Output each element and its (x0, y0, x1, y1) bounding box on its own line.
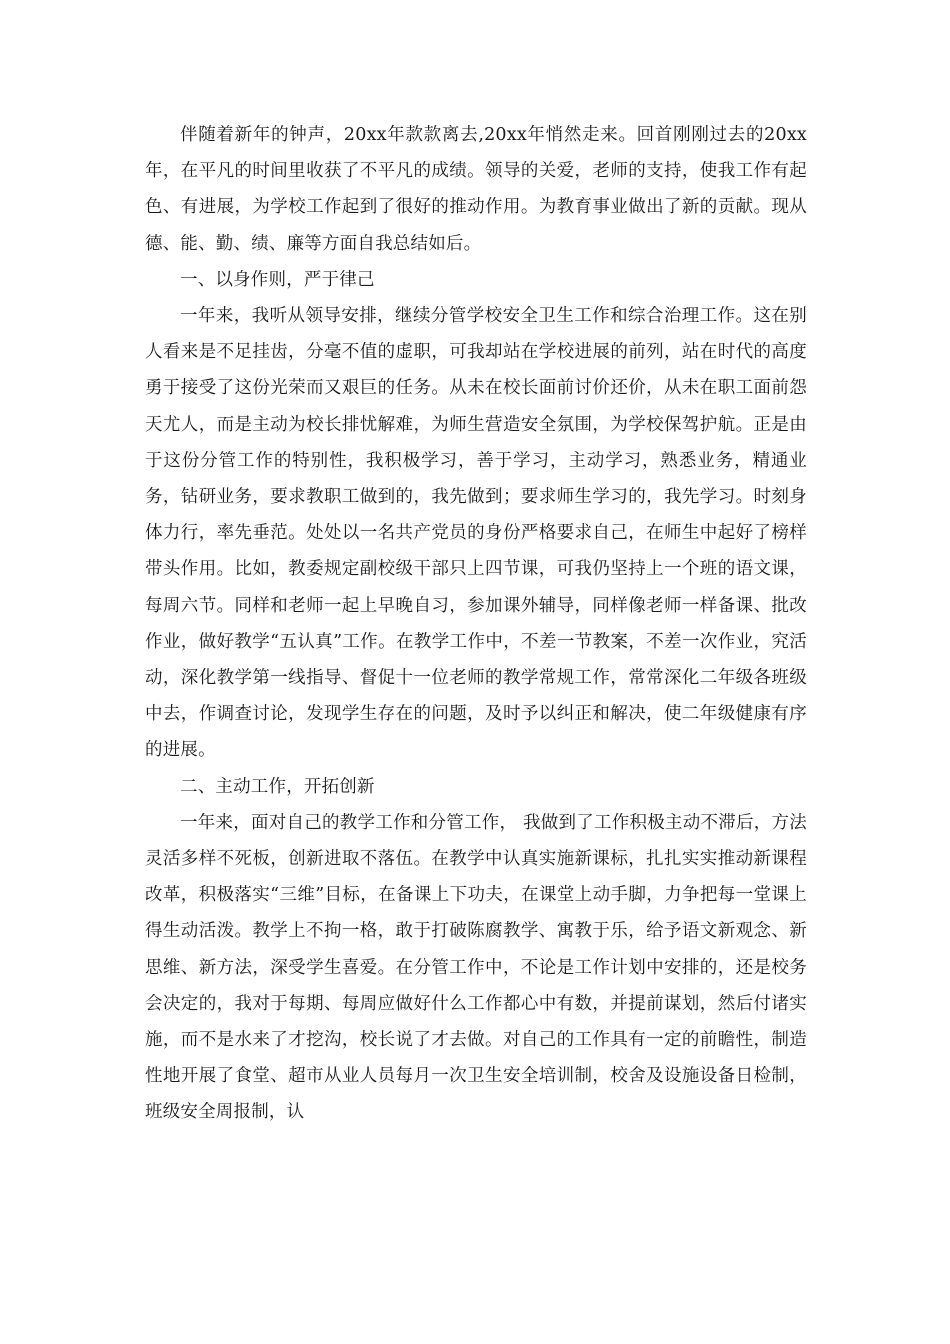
section-heading-2: 二、主动工作，开拓创新 (180, 776, 375, 797)
section-2-paragraph: 一年来，面对自己的教学工作和分管工作， 我做到了工作积极主动不滞后，方法灵活多样不死板，创新进取不落伍。在教学中认真实施新课标，扎扎实实推动新课程改革，积极落实“三维”目标，在备课上下功夫，在课堂上动手脚，力争把每一堂课上得生动活泼。教学上不拘一格，敢于打破陈腐教学、寓教于乐，给予语文新观念、新思维、新方法，深受学生喜爱。在分管工作中，不论是工作计划中安排的，还是校务会决定的，我对于每期、每周应做好什么工作都心中有数，并提前谋划，然后付诸实施，而不是水来了才挖沟，校长说了才去做。对自己的工作具有一定的前瞻性，制造性地开展了食堂、超市从业人员每月一次卫生安全培训制，校舍及设施设备日检制，班级安全周报制，认 (145, 812, 807, 1123)
section-1-paragraph: 一年来，我听从领导安排，继续分管学校安全卫生工作和综合治理工作。这在别人看来是不足挂齿，分毫不值的虚职，可我却站在学校进展的前列，站在时代的高度勇于接受了这份光荣而又艰巨的任务。从未在校长面前讨价还价，从未在职工面前怨天尤人，而是主动为校长排忧解难，为师生营造安全氛围，为学校保驾护航。正是由于这份分管工作的特别性，我积极学习，善于学习，主动学习，熟悉业务，精通业务，钻研业务，要求教职工做到的，我先做到；要求师生学习的，我先学习。时刻身体力行，率先垂范。处处以一名共产党员的身份严格要求自己，在师生中起好了榜样带头作用。比如，教委规定副校级干部只上四节课，可我仍坚持上一个班的语文课，每周六节。同样和老师一起上早晚自习，参加课外辅导，同样像老师一样备课、批改作业，做好教学“五认真”工作。在教学工作中，不差一节教案，不差一次作业，究活动，深化教学第一线指导、督促十一位老师的教学常规工作，常常深化二年级各班级中去，作调查讨论，发现学生存在的问题，及时予以纠正和解决，使二年级健康有序的进展。 (145, 306, 807, 761)
intro-paragraph: 伴随着新年的钟声，20xx年款款离去,20xx年悄然走来。回首刚刚过去的20xx年，在平凡的时间里收获了不平凡的成绩。领导的关爱，老师的支持，使我工作有起色、有进展，为学校工作起到了很好的推动作用。为教育事业做出了新的贡献。现从德、能、勤、绩、廉等方面自我总结如后。 (145, 125, 807, 254)
document-page (145, 117, 807, 1131)
section-heading-1: 一、以身作则，严于律己 (180, 269, 375, 290)
